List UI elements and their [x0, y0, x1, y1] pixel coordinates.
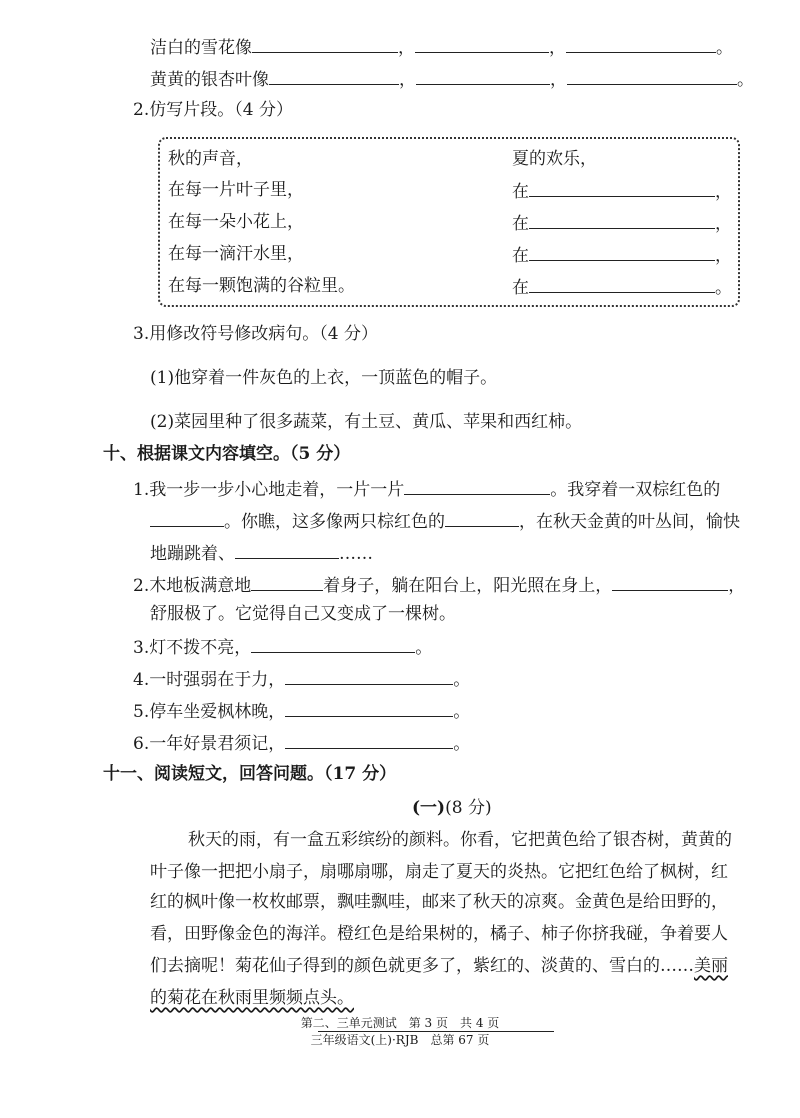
- comma: ，: [549, 38, 566, 58]
- text: 地蹦跳着、: [150, 544, 235, 564]
- box-right-4: [512, 242, 732, 268]
- box-left-5: 在每一颗饱满的谷粒里。: [168, 276, 355, 296]
- period: 。: [716, 38, 733, 58]
- box-blank-2[interactable]: [529, 210, 715, 229]
- s10-q2-blank-1[interactable]: [251, 572, 323, 591]
- text: 4.一时强弱在于力，: [133, 670, 286, 690]
- text: ……: [339, 544, 373, 564]
- s10-q1-line2: [150, 508, 740, 534]
- period: 。: [453, 702, 471, 722]
- text: 2.木地板满意地: [133, 576, 252, 596]
- s10-q1-blank-1[interactable]: [404, 476, 550, 495]
- s10-q2-blank-2[interactable]: [612, 572, 728, 591]
- section-11-title: 十一、阅读短文，回答问题。（17 分）: [103, 764, 397, 784]
- passage-number: (一): [412, 798, 446, 818]
- passage-line-2: 叶子像一把把小扇子，扇哪扇哪，扇走了夏天的炎热。它把红色给了枫树，红: [150, 862, 728, 882]
- ginkgo-blank-2[interactable]: [416, 66, 550, 85]
- text: 。我穿着一双棕红色的: [550, 480, 721, 500]
- text: ，: [728, 576, 746, 596]
- s10-q3: [133, 634, 432, 660]
- box-left-4: 在每一滴汗水里，: [168, 244, 304, 264]
- q3-title: 3.用修改符号修改病句。（4 分）: [133, 324, 378, 344]
- text: ，在秋天金黄的叶丛间，愉快: [519, 512, 740, 532]
- s10-q5-blank[interactable]: [285, 698, 453, 717]
- s10-q1-blank-2[interactable]: [150, 508, 224, 527]
- s10-q1-line3: [150, 540, 373, 566]
- text: 1.我一步一步小心地走着，一片一片: [133, 480, 405, 500]
- comma: ，: [398, 38, 415, 58]
- period: 。: [715, 278, 732, 298]
- text: 5.停车坐爱枫林晚，: [133, 702, 286, 722]
- footer-rule: [318, 1031, 554, 1032]
- q3-sentence-2: (2)菜园里种了很多蔬菜，有土豆、黄瓜、苹果和西红柿。: [150, 412, 583, 432]
- box-right-3: [512, 210, 732, 236]
- snow-blank-3[interactable]: [566, 34, 716, 53]
- period: 。: [737, 70, 754, 90]
- comma: ，: [715, 182, 732, 202]
- snow-blank-2[interactable]: [415, 34, 549, 53]
- ginkgo-line-text: 黄黄的银杏叶像: [150, 70, 269, 90]
- zai: 在: [512, 246, 529, 266]
- comma: ，: [399, 70, 416, 90]
- period: 。: [415, 638, 433, 658]
- comma: ，: [715, 246, 732, 266]
- text: 6.一年好景君须记，: [133, 734, 286, 754]
- q3-sentence-1: (1)他穿着一件灰色的上衣，一顶蓝色的帽子。: [150, 368, 498, 388]
- box-right-2: [512, 178, 732, 204]
- passage-score: (8 分): [445, 798, 492, 818]
- box-blank-1[interactable]: [529, 178, 715, 197]
- period: 。: [453, 734, 471, 754]
- wavy-underlined-text: 美丽: [694, 956, 728, 976]
- box-blank-4[interactable]: [529, 274, 715, 293]
- text: 。你瞧，这多像两只棕红色的: [224, 512, 445, 532]
- passage-line-6: [150, 986, 354, 1010]
- passage-heading: [412, 796, 492, 820]
- zai: 在: [512, 214, 529, 234]
- q2-title: 2.仿写片段。（4 分）: [133, 100, 293, 120]
- box-left-1: 秋的声音，: [168, 149, 253, 169]
- comma: ，: [550, 70, 567, 90]
- comma: ，: [715, 214, 732, 234]
- text: 着身子，躺在阳台上，阳光照在身上，: [323, 576, 613, 596]
- s10-q4-blank[interactable]: [285, 666, 453, 685]
- zai: 在: [512, 182, 529, 202]
- s10-q4: [133, 666, 470, 692]
- text: 3.灯不拨不亮，: [133, 638, 252, 658]
- snow-line-text: 洁白的雪花像: [150, 38, 252, 58]
- footer-book-info: 三年级语文(上)·RJB 总第 67 页: [310, 1033, 490, 1047]
- s10-q2-line2: 舒服极了。它觉得自己又变成了一棵树。: [150, 604, 456, 624]
- box-right-5: [512, 274, 732, 300]
- s10-q6-blank[interactable]: [285, 730, 453, 749]
- box-left-2: 在每一片叶子里，: [168, 180, 304, 200]
- passage-line-1: 秋天的雨，有一盒五彩缤纷的颜料。你看，它把黄色给了银杏树，黄黄的: [188, 830, 732, 850]
- s10-q2-line1: [133, 572, 745, 598]
- section-10-title: 十、根据课文内容填空。（5 分）: [103, 444, 351, 464]
- s10-q1-line1: [133, 476, 720, 502]
- box-right-1: 夏的欢乐，: [512, 149, 597, 169]
- passage-line-5: [150, 954, 728, 978]
- box-left-3: 在每一朵小花上，: [168, 212, 304, 232]
- ginkgo-blank-1[interactable]: [269, 66, 399, 85]
- zai: 在: [512, 278, 529, 298]
- snow-blank-1[interactable]: [252, 34, 398, 53]
- s10-q6: [133, 730, 470, 756]
- footer-line-2: [0, 1033, 800, 1047]
- ginkgo-line: [150, 66, 754, 92]
- passage-line-3: 红的枫叶像一枚枚邮票，飘哇飘哇，邮来了秋天的凉爽。金黄色是给田野的，: [150, 892, 728, 912]
- ginkgo-blank-3[interactable]: [567, 66, 737, 85]
- text: 们去摘呢！菊花仙子得到的颜色就更多了，紫红的、淡黄的、雪白的……: [150, 956, 694, 976]
- snow-line: [150, 34, 733, 60]
- s10-q5: [133, 698, 470, 724]
- footer-page-info: 第二、三单元测试 第 3 页 共 4 页: [300, 1016, 500, 1030]
- footer-line-1: [0, 1016, 800, 1030]
- s10-q1-blank-3[interactable]: [445, 508, 519, 527]
- period: 。: [453, 670, 471, 690]
- s10-q3-blank[interactable]: [251, 634, 415, 653]
- box-blank-3[interactable]: [529, 242, 715, 261]
- wavy-underlined-text: 的菊花在秋雨里频频点头。: [150, 988, 354, 1008]
- passage-line-4: 看，田野像金色的海洋。橙红色是给果树的，橘子、柿子你挤我碰，争着要人: [150, 924, 728, 944]
- s10-q1-blank-4[interactable]: [235, 540, 339, 559]
